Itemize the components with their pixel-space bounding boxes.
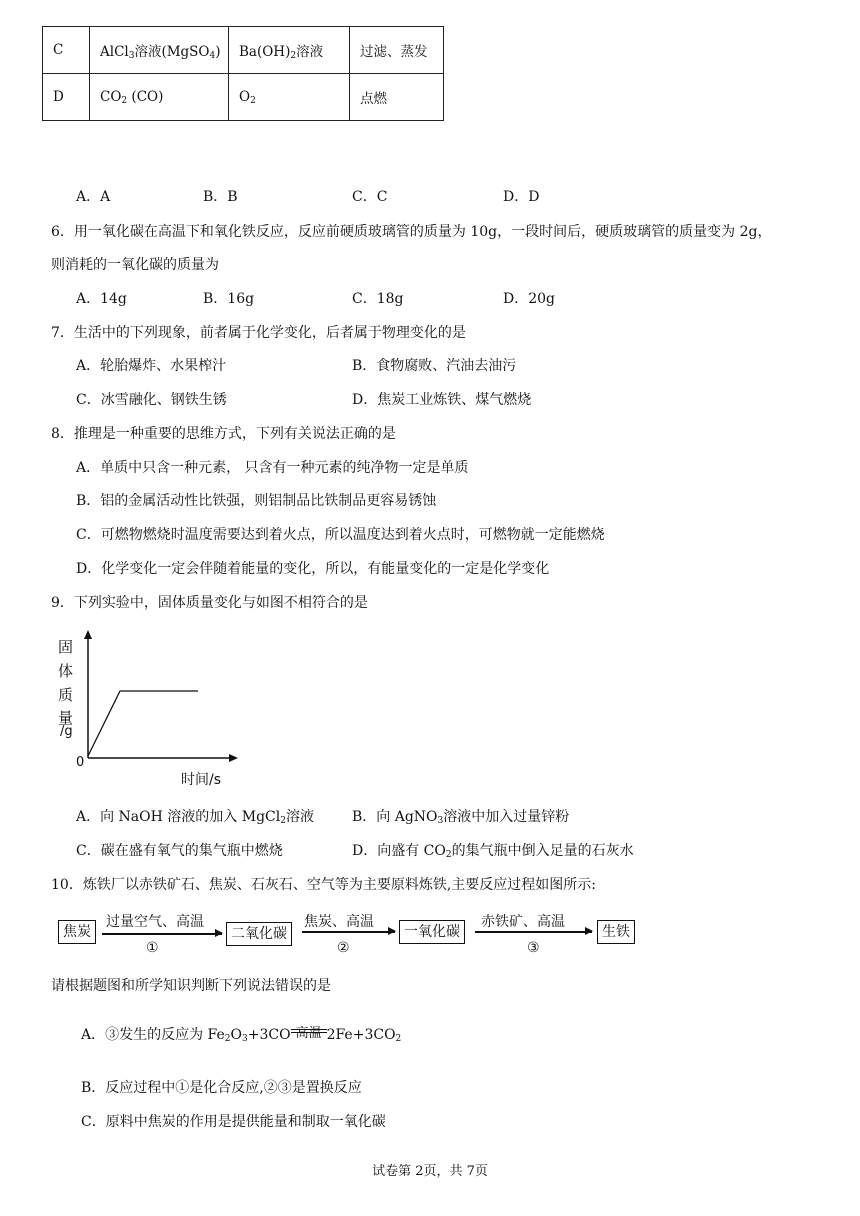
table-cell-method: 过滤、蒸发 (350, 27, 444, 74)
graph-ylabel-1: 固 (58, 638, 74, 656)
q7-option-d[interactable]: D．焦炭工业炼铁、煤气燃烧 (352, 392, 532, 408)
q9-option-a[interactable]: A．向 NaOH 溶液的加入 MgCl$_2$溶液 (76, 809, 314, 826)
q9-stem: 9．下列实验中，固体质量变化与如图不相符合的是 (51, 595, 368, 611)
flow-arrow-3 (475, 931, 592, 933)
q6-option-d[interactable]: D．20g (503, 291, 556, 307)
flow-box-coke: 焦炭 (58, 920, 96, 944)
q6-stem-line1: 6．用一氧化碳在高温下和氧化铁反应，反应前硬质玻璃管的质量为 10g，一段时间后，硬质玻璃管的质量变为 2g， (51, 224, 772, 240)
q8-option-a[interactable]: A．单质中只含一种元素， 只含有一种元素的纯净物一定是单质 (76, 460, 469, 476)
q5-option-c[interactable]: C．C (352, 189, 388, 205)
flow-box-pig-iron: 生铁 (597, 920, 635, 944)
q5-option-a[interactable]: A．A (76, 189, 111, 205)
table-row (43, 74, 444, 121)
flow-arrow-1 (102, 933, 222, 935)
graph-ylabel-2: 体 (58, 662, 74, 680)
table-cell-reagent: $O_2$ (229, 74, 350, 121)
equation-double-line (291, 1029, 327, 1033)
x-axis-arrow (229, 754, 238, 762)
table-cell-reagent: $Ba(OH)_2$溶液 (229, 27, 350, 74)
graph-xlabel: 时间/s (181, 772, 222, 788)
flow-box-co: 一氧化碳 (399, 920, 465, 944)
table-cell-substance: $CO_2$ (CO) (90, 74, 229, 121)
graph-canvas (54, 628, 264, 790)
q6-option-c[interactable]: C．18g (352, 291, 404, 307)
q7-option-b[interactable]: B．食物腐败、汽油去油污 (352, 358, 517, 374)
reaction-condition (291, 1026, 327, 1041)
q5-option-d[interactable]: D．D (503, 189, 540, 205)
mass-curve (88, 691, 198, 756)
q8-option-b[interactable]: B．铝的金属活动性比铁强，则铝制品比铁制品更容易锈蚀 (76, 493, 437, 509)
q10-option-a[interactable]: A．③发生的反应为 $Fe_2O_3+3CO$ 高温 $2Fe+3CO_2$ (81, 1024, 401, 1044)
table-cell-substance: AlCl$_3$溶液(MgSO$_4$) (90, 27, 229, 74)
flow-arrow-num-1: ① (146, 940, 159, 956)
table-cell-option: D (43, 74, 90, 121)
flow-arrow-label-1: 过量空气、高温 (106, 914, 204, 930)
q5-option-b[interactable]: B．B (203, 189, 238, 205)
q10-prompt: 请根据题图和所学知识判断下列说法错误的是 (51, 978, 331, 994)
q6-option-b[interactable]: B．16g (203, 291, 255, 307)
q6-stem-line2: 则消耗的一氧化碳的质量为 (51, 257, 219, 273)
answer-table (42, 26, 444, 121)
q7-stem: 7．生活中的下列现象，前者属于化学变化，后者属于物理变化的是 (51, 325, 466, 341)
flow-arrow-2 (302, 931, 395, 933)
page-footer: 试卷第 2页，共 7页 (372, 1164, 488, 1179)
q9-option-b[interactable]: B．向 AgNO$_3$溶液中加入过量锌粉 (352, 809, 570, 826)
y-axis-arrow (84, 630, 92, 639)
flow-arrow-label-2: 焦炭、高温 (304, 914, 374, 930)
q10-option-b[interactable]: B．反应过程中①是化合反应,②③是置换反应 (81, 1080, 362, 1096)
q7-option-c[interactable]: C．冰雪融化、钢铁生锈 (76, 392, 227, 408)
condition-label: 高温 (295, 1026, 322, 1041)
q9-mass-graph (54, 628, 264, 790)
graph-ylabel-4: 量 (58, 709, 74, 727)
graph-origin: 0 (76, 755, 85, 770)
table-row (43, 27, 444, 74)
q8-stem: 8．推理是一种重要的思维方式，下列有关说法正确的是 (51, 426, 396, 442)
graph-ylabel-3: 质 (58, 686, 74, 704)
flow-arrow-num-3: ③ (527, 940, 540, 956)
q6-option-a[interactable]: A．14g (76, 291, 127, 307)
q10-stem: 10．炼铁厂以赤铁矿石、焦炭、石灰石、空气等为主要原料炼铁,主要反应过程如图所示: (51, 877, 596, 893)
flow-arrow-label-3: 赤铁矿、高温 (481, 914, 565, 930)
flow-arrow-num-2: ② (337, 940, 350, 956)
q9-option-d[interactable]: D．向盛有 $CO_2$的集气瓶中倒入足量的石灰水 (352, 843, 634, 860)
q7-option-a[interactable]: A．轮胎爆炸、水果榨汁 (76, 358, 227, 374)
table-cell-option: C (43, 27, 90, 74)
q8-option-c[interactable]: C．可燃物燃烧时温度需要达到着火点，所以温度达到着火点时，可燃物就一定能燃烧 (76, 527, 605, 543)
table-cell-method: 点燃 (350, 74, 444, 121)
q10-option-c[interactable]: C．原料中焦炭的作用是提供能量和制取一氧化碳 (81, 1114, 386, 1130)
graph-yunit: /g (60, 724, 73, 739)
flow-box-co2: 二氧化碳 (226, 922, 292, 946)
q9-option-c[interactable]: C．碳在盛有氧气的集气瓶中燃烧 (76, 843, 283, 859)
q8-option-d[interactable]: D．化学变化一定会伴随着能量的变化，所以，有能量变化的一定是化学变化 (76, 561, 550, 577)
